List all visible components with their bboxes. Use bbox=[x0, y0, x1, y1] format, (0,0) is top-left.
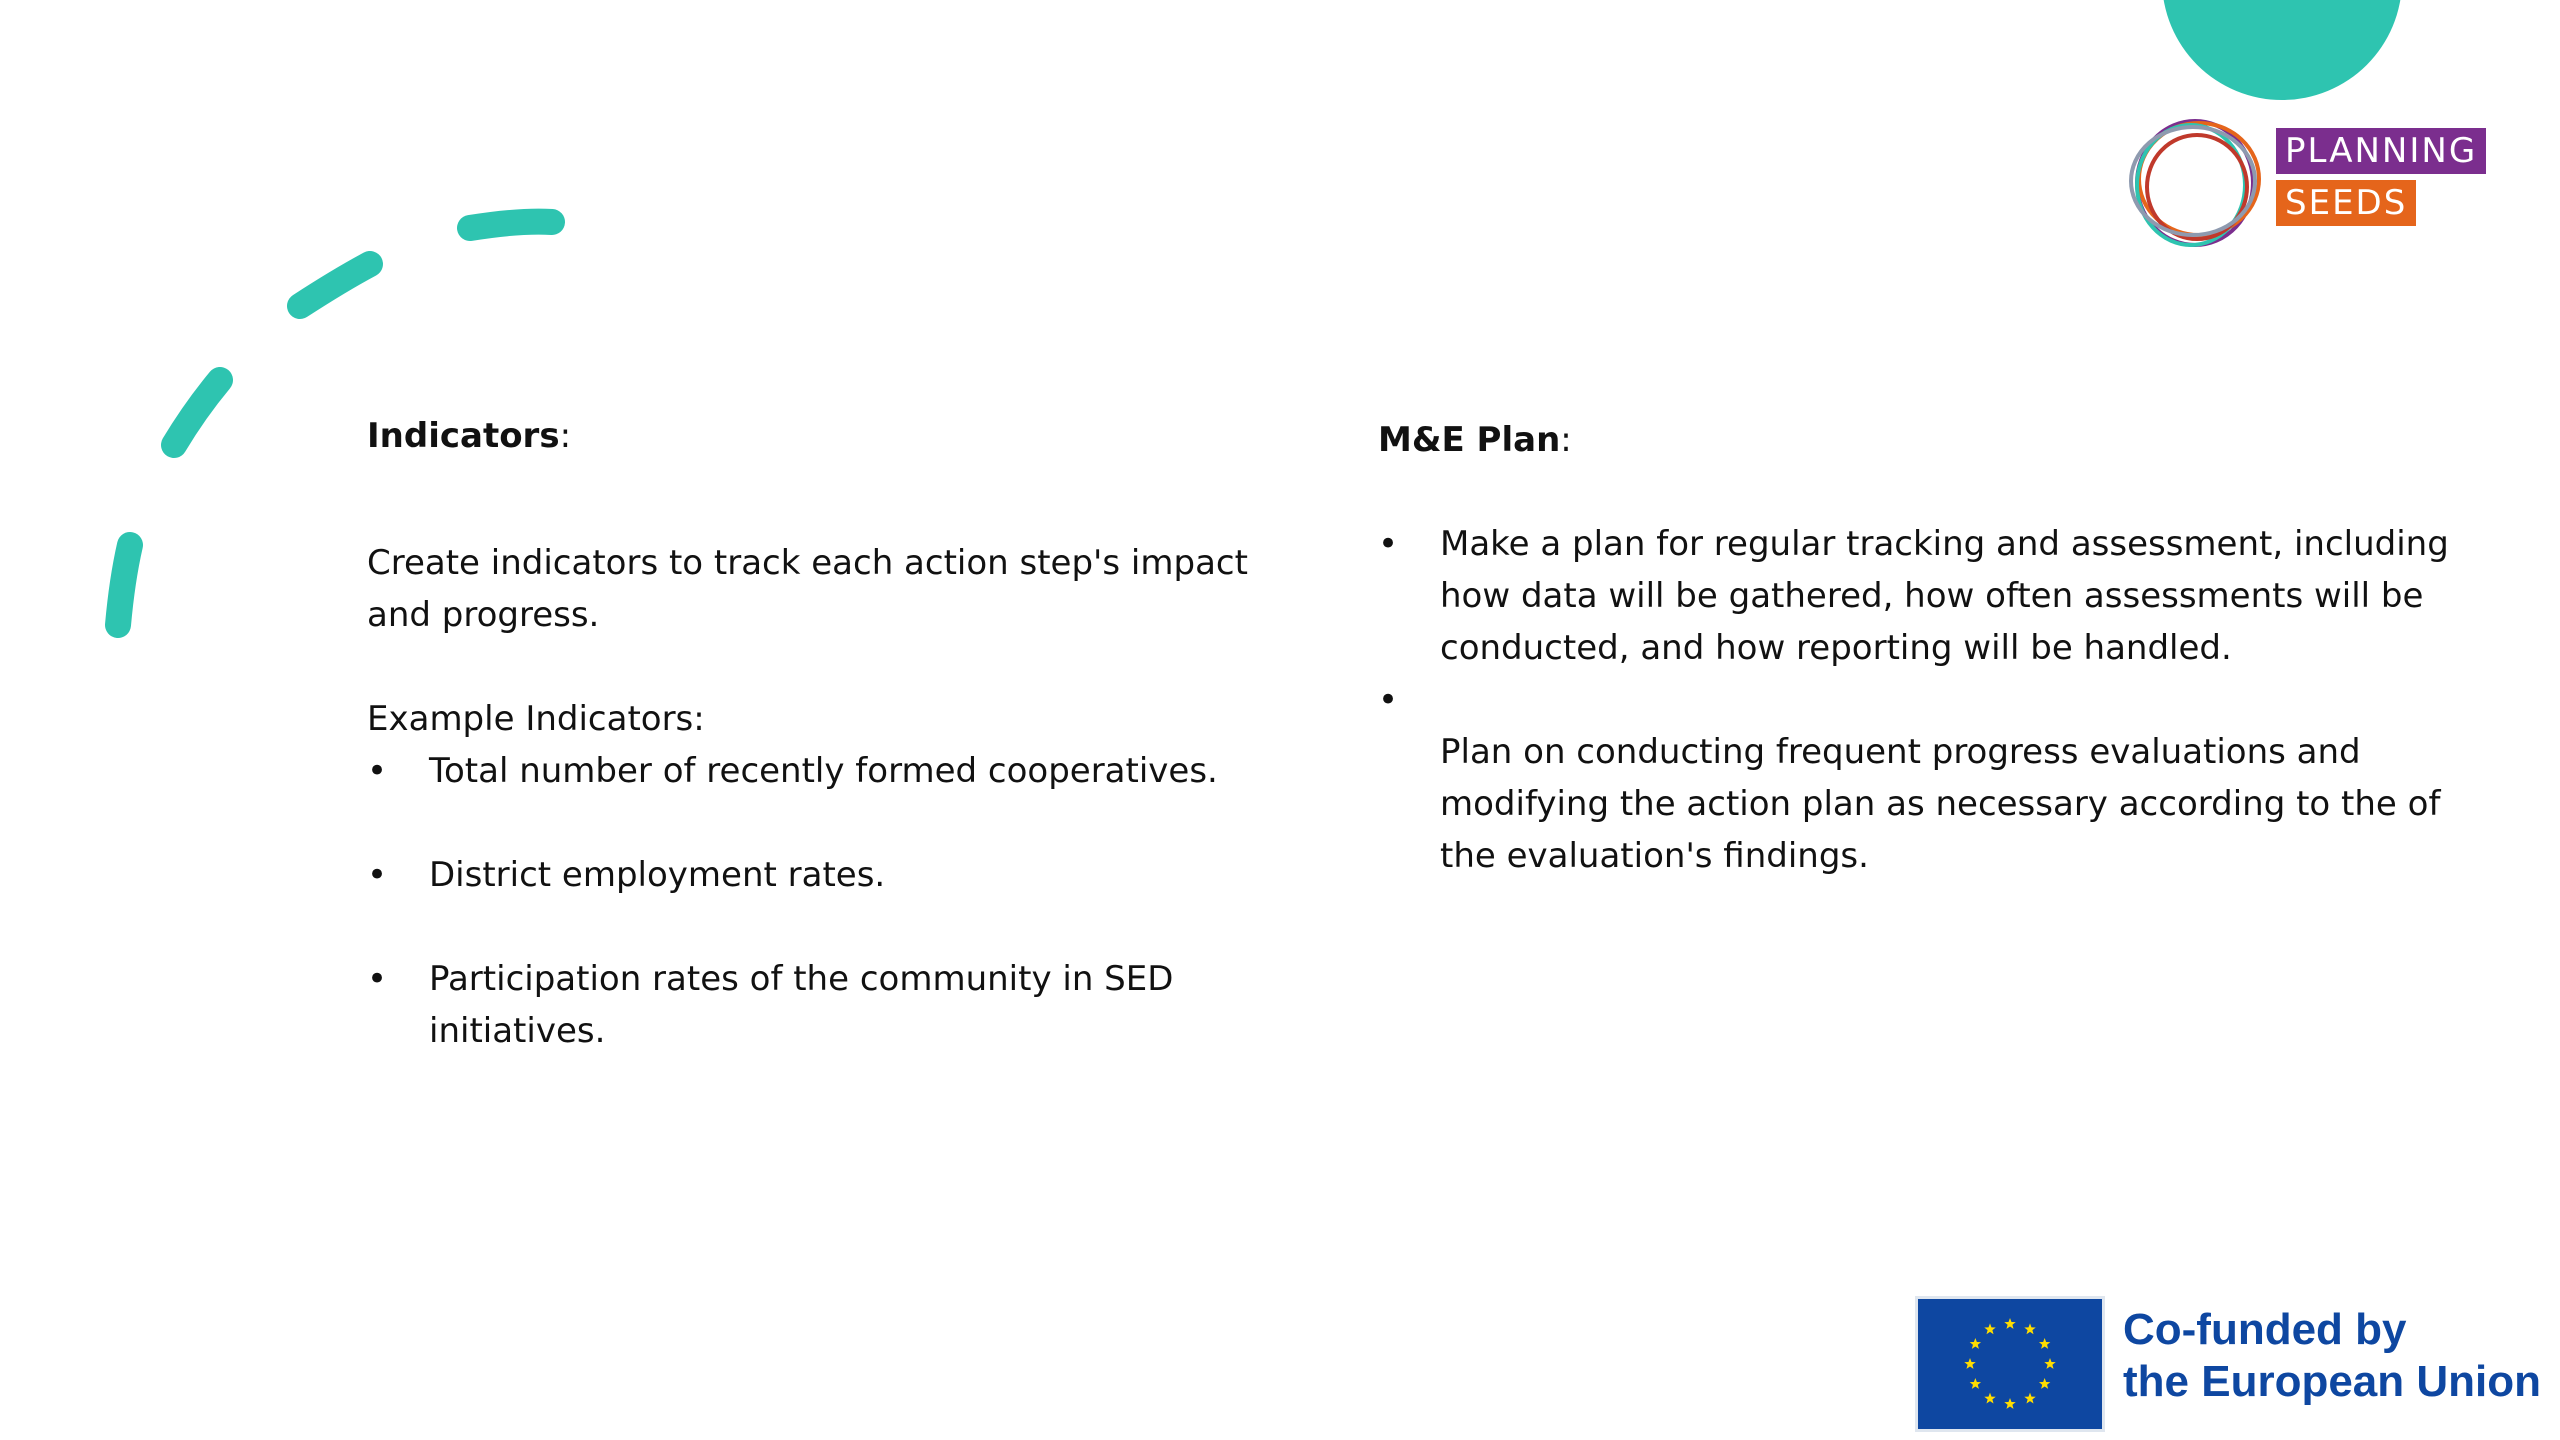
arc-dash bbox=[470, 222, 552, 228]
logo-planning-text: PLANNING bbox=[2276, 128, 2486, 174]
spacer bbox=[367, 641, 1297, 693]
eu-star-icon bbox=[2024, 1323, 2035, 1334]
eu-star-icon bbox=[1984, 1393, 1995, 1404]
list-item-text: Total number of recently formed cooperatives. bbox=[429, 751, 1218, 791]
list-item bbox=[1378, 518, 2478, 674]
arc-dash bbox=[174, 380, 220, 445]
heading-colon: : bbox=[559, 416, 572, 456]
eu-star-icon bbox=[2024, 1393, 2035, 1404]
eu-star-icon bbox=[2004, 1398, 2015, 1409]
spacer bbox=[1378, 466, 2478, 518]
list-item bbox=[367, 849, 1297, 901]
eu-star-icon bbox=[2039, 1338, 2050, 1349]
eu-cofunded-logo bbox=[1915, 1296, 2541, 1436]
eu-star-icon bbox=[1970, 1338, 1981, 1349]
eu-cofunded-text bbox=[2123, 1304, 2541, 1408]
spacer bbox=[367, 514, 1297, 537]
eu-star-icon bbox=[1970, 1378, 1981, 1389]
indicators-heading-label: Indicators bbox=[367, 416, 560, 456]
bullet-icon: • bbox=[367, 959, 388, 999]
eu-text-line2: the European Union bbox=[2123, 1357, 2541, 1406]
arc-dash bbox=[300, 264, 370, 306]
me-plan-section bbox=[1378, 414, 2478, 882]
indicators-intro: Create indicators to track each action step's impact and progress. bbox=[367, 543, 1248, 635]
eu-star-icon bbox=[2044, 1358, 2055, 1369]
bullet-icon: • bbox=[367, 855, 388, 895]
bullet-icon: • bbox=[367, 751, 388, 791]
eu-star-icon bbox=[2039, 1378, 2050, 1389]
example-indicators-label: Example Indicators: bbox=[367, 699, 705, 739]
example-indicators-list bbox=[367, 745, 1297, 1057]
indicators-heading bbox=[367, 410, 1297, 462]
bullet-icon: • bbox=[1378, 680, 1399, 720]
eu-flag-icon bbox=[1915, 1296, 2105, 1432]
eu-text-line1: Co-funded by bbox=[2123, 1305, 2407, 1354]
logo-seeds-text: SEEDS bbox=[2276, 180, 2416, 226]
list-item-text: District employment rates. bbox=[429, 855, 886, 895]
spacer bbox=[367, 462, 1297, 514]
eu-star-icon bbox=[1984, 1323, 1995, 1334]
decorative-circle bbox=[2162, 0, 2402, 100]
indicators-section bbox=[367, 410, 1297, 1057]
eu-stars-icon bbox=[1918, 1299, 2102, 1429]
heading-colon: : bbox=[1560, 420, 1572, 460]
list-item-text: Participation rates of the community in SED initiatives. bbox=[429, 959, 1174, 1051]
list-item-text: Plan on conducting frequent progress evaluations and modifying the action plan as necessary according to the of the evaluation's findings. bbox=[1440, 732, 2441, 876]
eu-star-icon bbox=[1964, 1358, 1975, 1369]
list-item bbox=[367, 953, 1297, 1057]
eu-star-icon bbox=[2004, 1318, 2015, 1329]
planning-seeds-logo bbox=[2125, 113, 2525, 253]
logo-rings-icon bbox=[2125, 113, 2265, 253]
list-item bbox=[1378, 674, 2478, 882]
list-item bbox=[367, 745, 1297, 797]
me-plan-list bbox=[1378, 518, 2478, 882]
arc-dash bbox=[118, 545, 130, 625]
me-plan-heading bbox=[1378, 414, 2478, 466]
bullet-icon: • bbox=[1378, 524, 1399, 564]
me-plan-heading-label: M&E Plan bbox=[1378, 420, 1561, 460]
list-item-text: Make a plan for regular tracking and assessment, including how data will be gathered, how often assessments will be conducted, and how reporting will be handled. bbox=[1440, 524, 2449, 668]
